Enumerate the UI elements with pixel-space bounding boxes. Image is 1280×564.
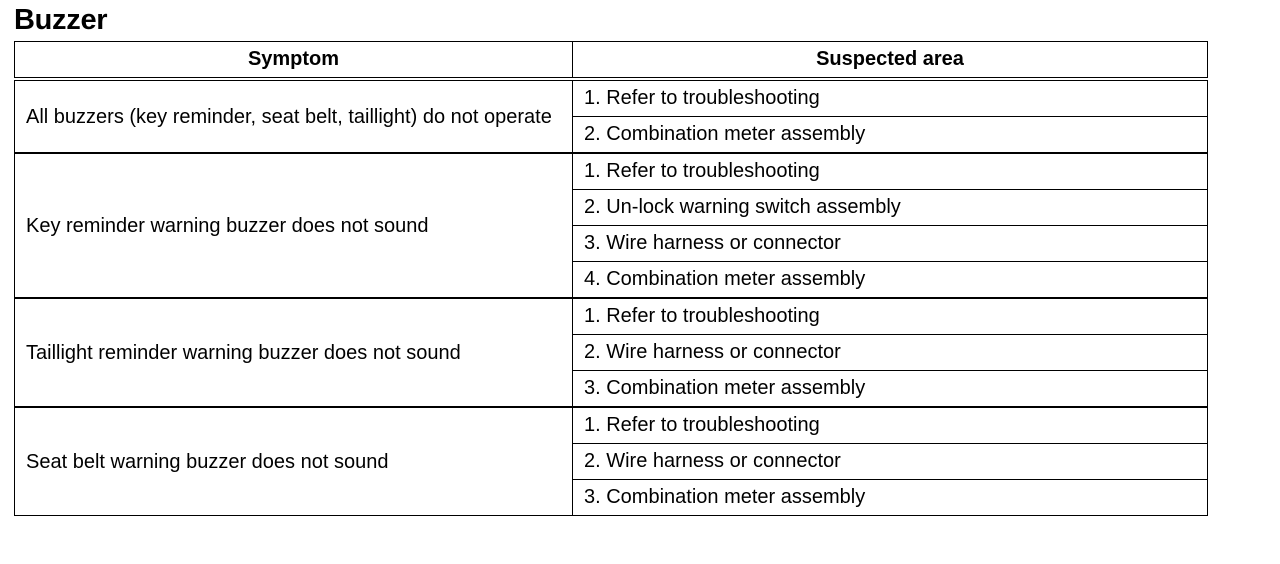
symptom-cell: Key reminder warning buzzer does not sound xyxy=(15,153,573,298)
header-suspected-area: Suspected area xyxy=(573,42,1208,80)
page-title: Buzzer xyxy=(14,4,108,36)
symptom-cell: All buzzers (key reminder, seat belt, taillight) do not operate xyxy=(15,79,573,153)
table-row xyxy=(15,298,1208,335)
suspected-area-cell: 1. Refer to troubleshooting xyxy=(573,153,1208,190)
suspected-area-cell: 3. Combination meter assembly xyxy=(573,480,1208,516)
suspected-area-cell: 2. Wire harness or connector xyxy=(573,335,1208,371)
suspected-area-cell: 1. Refer to troubleshooting xyxy=(573,298,1208,335)
suspected-area-cell: 2. Un-lock warning switch assembly xyxy=(573,190,1208,226)
buzzer-troubleshooting-table xyxy=(14,41,1208,516)
table-row xyxy=(15,153,1208,190)
suspected-area-cell: 2. Wire harness or connector xyxy=(573,444,1208,480)
table-header-row xyxy=(15,42,1208,80)
table-row xyxy=(15,407,1208,444)
suspected-area-cell: 3. Combination meter assembly xyxy=(573,371,1208,408)
suspected-area-cell: 4. Combination meter assembly xyxy=(573,262,1208,299)
table-row xyxy=(15,79,1208,117)
symptom-cell: Taillight reminder warning buzzer does not sound xyxy=(15,298,573,407)
header-symptom: Symptom xyxy=(15,42,573,80)
symptom-cell: Seat belt warning buzzer does not sound xyxy=(15,407,573,516)
suspected-area-cell: 2. Combination meter assembly xyxy=(573,117,1208,154)
suspected-area-cell: 1. Refer to troubleshooting xyxy=(573,407,1208,444)
suspected-area-cell: 3. Wire harness or connector xyxy=(573,226,1208,262)
suspected-area-cell: 1. Refer to troubleshooting xyxy=(573,79,1208,117)
